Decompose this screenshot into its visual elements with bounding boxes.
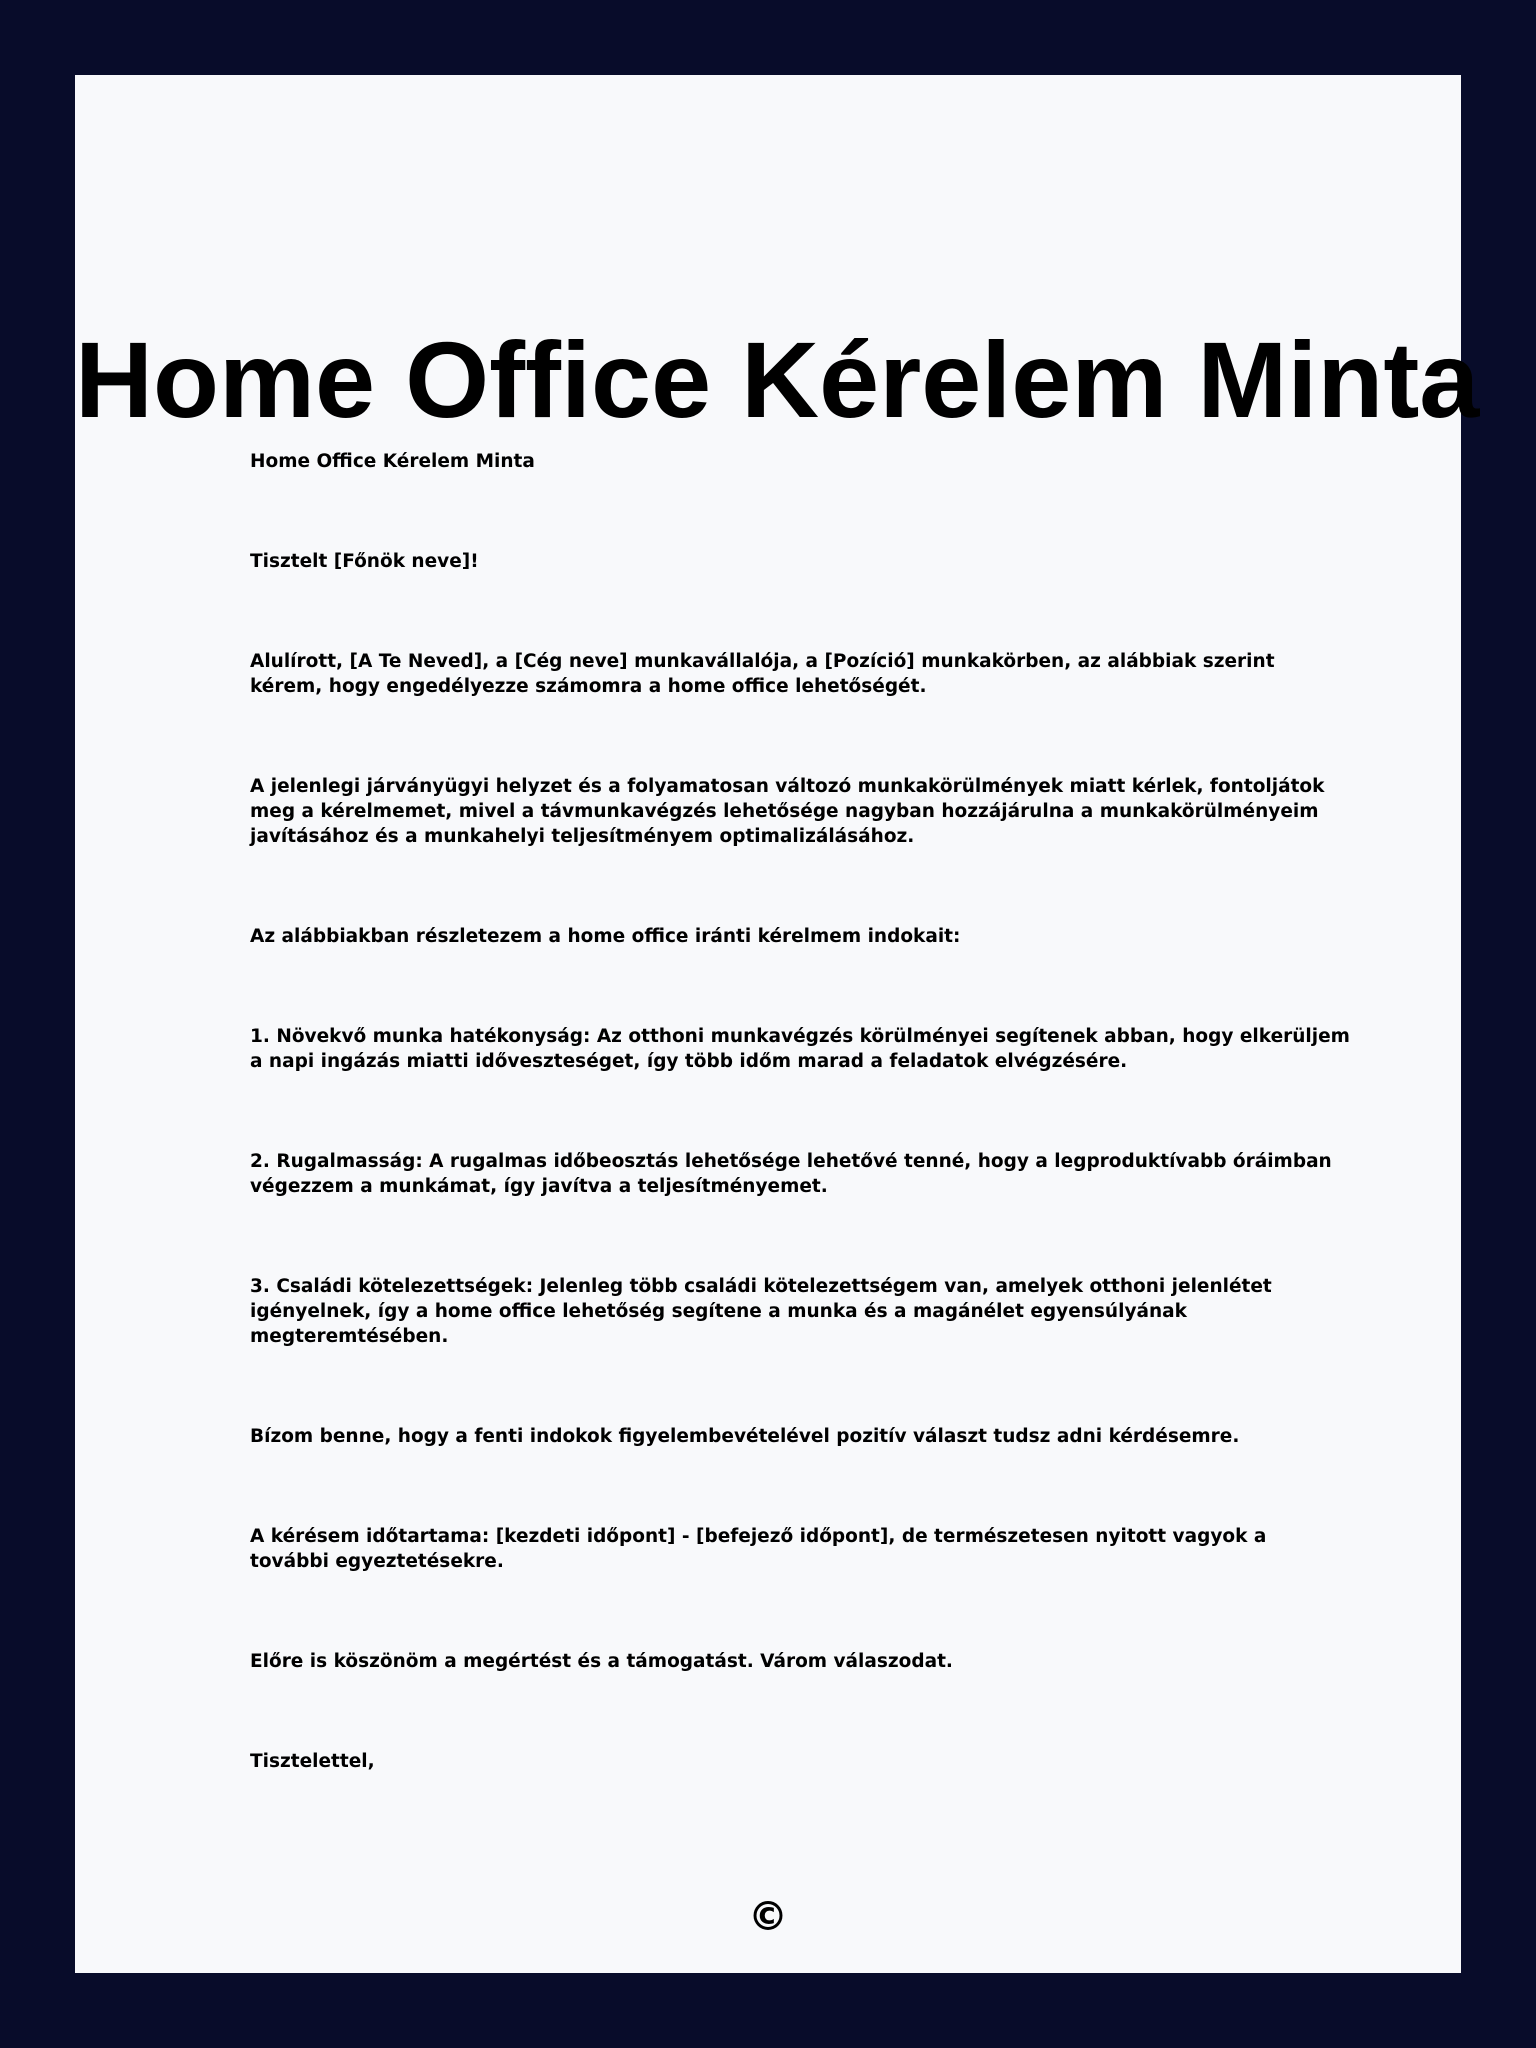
letter-heading: Home Office Kérelem Minta [250,451,535,472]
document-page [75,75,1480,1973]
intro-paragraph: Alulírott, [A Te Neved], a [Cég neve] munkavállalója, a [Pozíció] munkakörben, az alábbiak szerint kérem, hogy engedélyezze számomra a home office lehetőségét. [250,651,1275,697]
duration-paragraph: A kérésem időtartama: [kezdeti időpont] - [befejező időpont], de természetesen nyitott vagyok a további egyeztetésekre. [250,1526,1267,1572]
reason-3: 3. Családi kötelezettségek: Jelenleg több családi kötelezettségem van, amelyek otthoni jelenlétet igényelnek, így a home office lehetőség segítene a munka és a magánélet egyensúlyának megteremtésében. [250,1276,1272,1347]
reasons-intro: Az alábbiakban részletezem a home office iránti kérelmem indokait: [250,926,961,947]
salutation: Tisztelt [Főnök neve]! [250,551,479,572]
letter-body [250,449,1350,1849]
confidence-paragraph: Bízom benne, hogy a fenti indokok figyelembevételével pozitív választ tudsz adni kérdésemre. [250,1426,1240,1447]
closing: Tisztelettel, [250,1751,375,1772]
reason-2: 2. Rugalmasság: A rugalmas időbeosztás lehetősége lehetővé tenné, hogy a legproduktívabb óráimban végezzem a munkámat, így javítva a teljesítményemet. [250,1151,1332,1197]
context-paragraph: A jelenlegi járványügyi helyzet és a folyamatosan változó munkakörülmények miatt kérlek, fontoljátok meg a kérelmemet, mivel a távmunkavégzés lehetősége nagyban hozzájárulna a munkakörülményeim javításához és a munkahelyi teljesítményem optimalizálásához. [250,776,1325,847]
thanks-paragraph: Előre is köszönöm a megértést és a támogatást. Várom válaszodat. [250,1651,953,1672]
copyright-icon: © [748,1894,788,1940]
page-title: Home Office Kérelem Minta [75,319,1480,440]
reason-1: 1. Növekvő munka hatékonyság: Az otthoni munkavégzés körülményei segítenek abban, hogy elkerüljem a napi ingázás miatti időveszteséget, így több időm marad a feladatok elvégzésére. [250,1026,1350,1072]
